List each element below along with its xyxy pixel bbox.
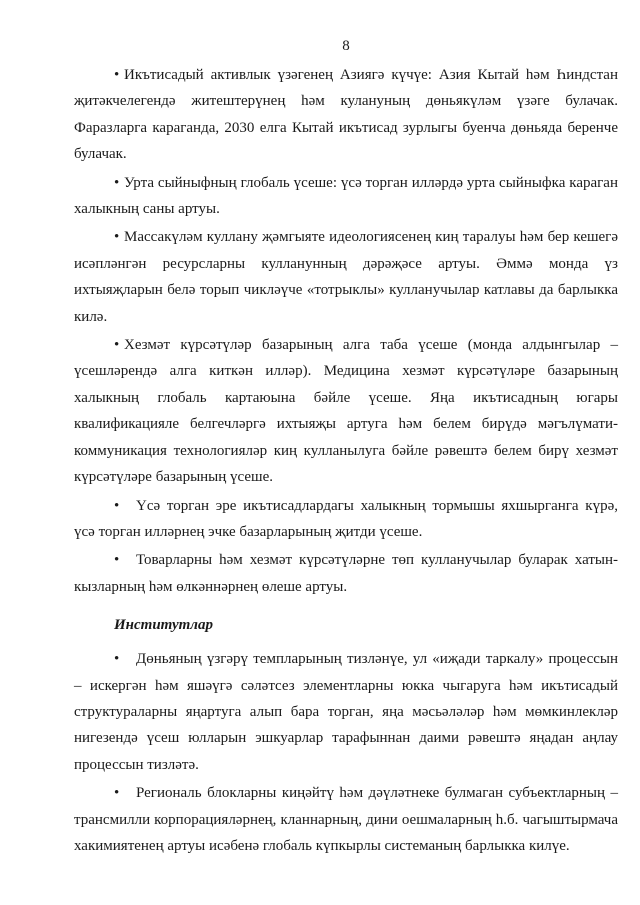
bullet-paragraph xyxy=(74,170,618,223)
bullet-icon: • xyxy=(114,497,120,514)
page-number: 8 xyxy=(342,38,350,54)
paragraph-text: Товарларны һәм хезмәт күрсәтүләрне төп кулланучылар буларак хатын-кызларның һәм өлкәннәрнең өлеше артуы. xyxy=(74,552,618,595)
paragraph-text: Региональ блокларны киңәйтү һәм дәүләтнеке булмаган субъектларның – трансмилли корпорацияләрнең, кланнарның, дини оешмаларның һ.б. чагыштырмача хакимиятенең артуы исәбенә глобаль күпкырлы системаның барлыкка килүе. xyxy=(74,785,618,854)
bullet-icon: • xyxy=(114,229,120,246)
paragraph-text: Икътисадый активлык үзәгенең Азиягә күчүе: Азия Кытай һәм Һиндстан җитәкчелегендә житештерүнең һәм кулануның дөньякүләм үзәге булачак. Фаразларга караганда, 2030 елга Кытай икътисад зурлыгы буенча дөньяда беренче булачак. xyxy=(74,67,618,163)
bullet-paragraph xyxy=(74,780,618,859)
paragraph-text: Урта сыйныфның глобаль үсеше: үсә торган илләрдә урта сыйныфка караган халыкның саны артуы. xyxy=(74,174,618,218)
paragraph-text: Хезмәт күрсәтүләр базарының алга таба үсеше (монда алдынгылар – үсешләрендә алга киткән илләр). Медицина хезмәт күрсәтүләре базарының халыкның глобаль картаюына бәйле үсеше. Яңа икътисадның югары квалификацияле белгечләргә ихтыяҗы артуга һәм белем бирүдә мәгълүмати-коммуникация технологияләр киң кулланылуга бәйле рәвештә белем бирү хезмәт күрсәтүләре базарының үсеше. xyxy=(74,337,618,486)
bullet-paragraph xyxy=(74,547,618,600)
bullet-icon: • xyxy=(114,337,120,354)
bullet-icon: • xyxy=(114,785,120,802)
paragraphs-bottom xyxy=(74,646,618,859)
bullet-paragraph xyxy=(74,493,618,546)
bullet-icon: • xyxy=(114,67,120,83)
section-heading: Институтлар xyxy=(114,617,213,634)
bullet-paragraph xyxy=(74,332,618,490)
bullet-icon: • xyxy=(114,552,120,569)
bullet-icon: • xyxy=(114,651,120,668)
paragraphs-top xyxy=(74,62,618,600)
paragraph-text: Дөньяның үзгәрү темпларының тизләнүе, ул «иҗади таркалу» процессын – искергән һәм яшәүгә сәләтсез элементларны юкка чыгаруга һәм икътисадый структураларны яңартуга алып бара торган, яңа мәсьәләләр һәм мөмкинлекләр нигезендә үсеш юлларын эшкуарлар тарафыннан даими рәвештә яңадан аңлау процессын тизләтә. xyxy=(74,651,618,773)
bullet-icon: • xyxy=(114,174,120,191)
bullet-paragraph xyxy=(74,224,618,330)
bullet-paragraph xyxy=(74,62,618,168)
paragraph-text: Массакүләм куллану җәмгыяте идеологиясенең киң таралуы һәм бер кешегә исәпләнгән ресурсларны кулланунның дәрәҗәсе артуы. Әммә монда үз ихтыяҗларын белә торып чикләүче «тотрыклы» кулланучылар катлавы да барлыкка килә. xyxy=(74,229,618,325)
bullet-paragraph xyxy=(74,646,618,778)
paragraph-text: Үсә торган эре икътисадлардагы халыкның тормышы яхшырганга күрә, үсә торган илләрнең эчке базарларының җитди үсеше. xyxy=(74,497,618,540)
